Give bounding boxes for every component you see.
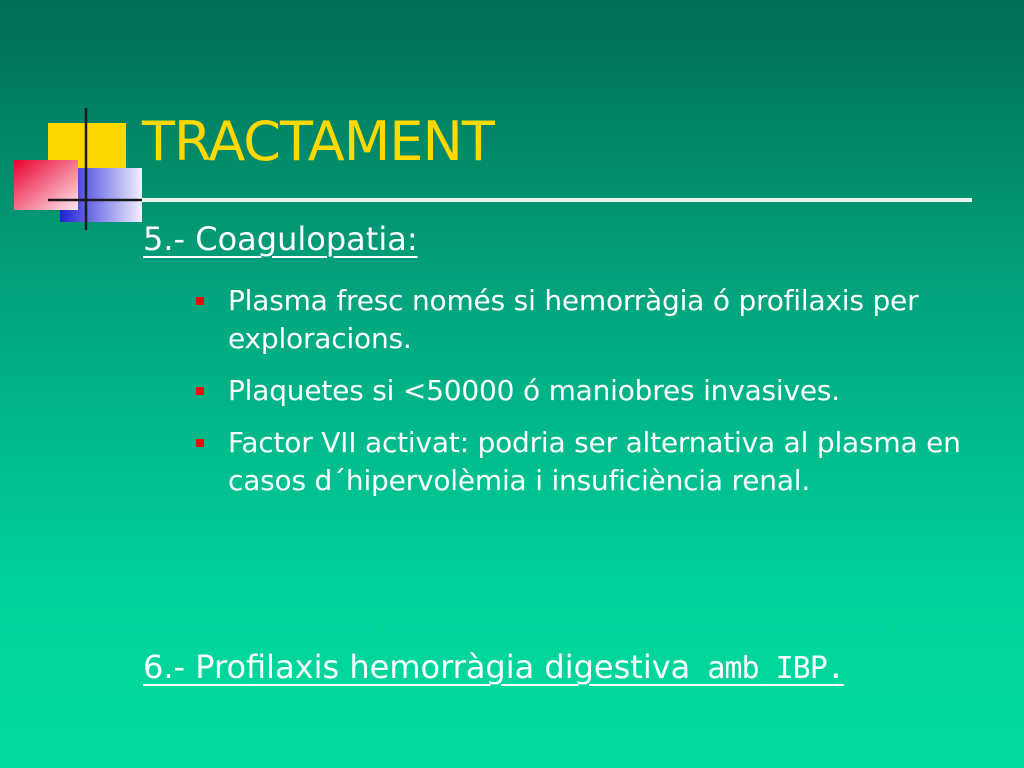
list-item — [196, 424, 986, 500]
bullet-text: Factor VII activat: podria ser alternativa al plasma en casos d´hipervolèmia i insuficiència renal. — [228, 426, 961, 497]
corner-decoration — [0, 0, 160, 240]
list-item — [196, 282, 986, 358]
bullet-square-icon — [196, 439, 204, 447]
bullet-square-icon — [196, 297, 204, 305]
section-heading-main: 6.- Profilaxis hemorràgia digestiva — [143, 648, 691, 686]
section-heading-coagulopathy: 5.- Coagulopatia: — [143, 220, 418, 258]
bullet-list — [196, 282, 986, 514]
section-heading-suffix: amb IBP. — [690, 651, 844, 686]
title-divider — [142, 198, 972, 202]
bullet-text: Plasma fresc només si hemorràgia ó profilaxis per exploracions. — [228, 284, 919, 355]
pink-square — [14, 160, 78, 210]
bullet-text: Plaquetes si <50000 ó maniobres invasives. — [228, 374, 840, 407]
bullet-square-icon — [196, 387, 204, 395]
slide-title: TRACTAMENT — [142, 110, 494, 173]
section-heading-prophylaxis — [143, 648, 844, 687]
list-item — [196, 372, 986, 410]
